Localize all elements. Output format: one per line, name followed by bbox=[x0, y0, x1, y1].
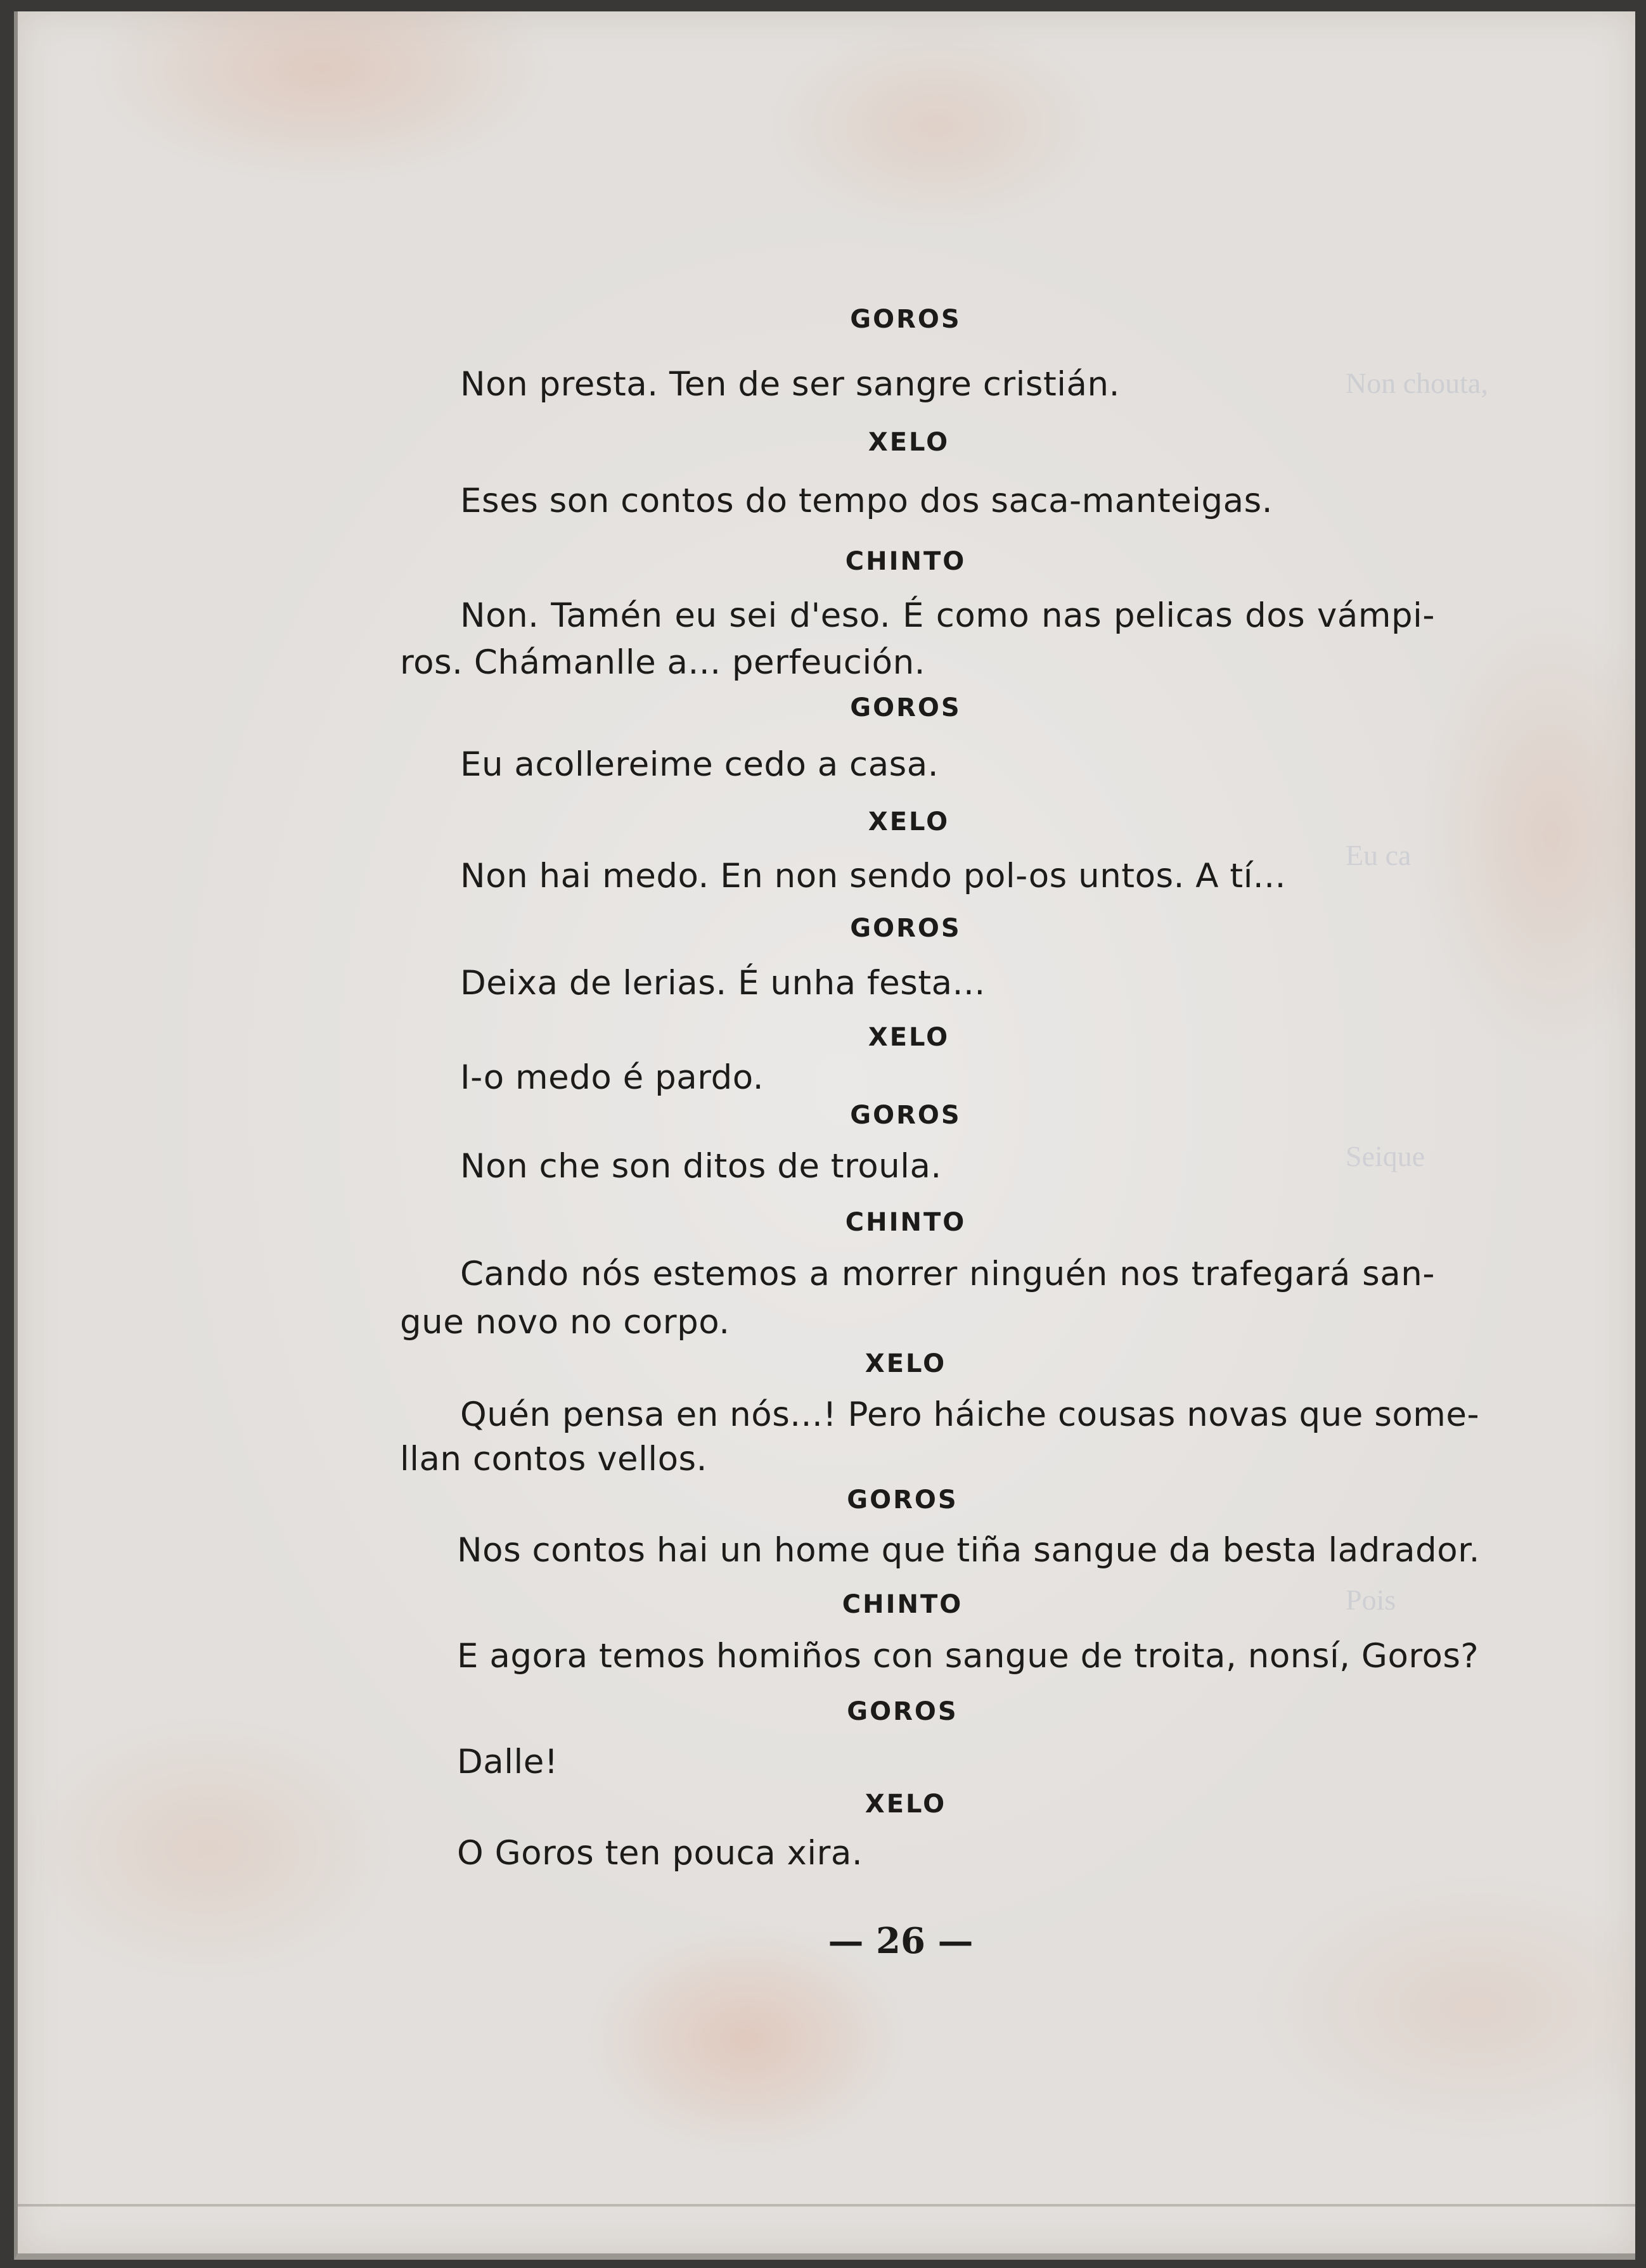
dialogue-line: llan contos vellos. bbox=[400, 1440, 707, 1478]
speaker-name: GOROS bbox=[850, 693, 961, 722]
speaker-name: GOROS bbox=[850, 914, 961, 943]
speaker-name: XELO bbox=[868, 807, 950, 836]
dialogue-line: Eses son contos do tempo dos saca-manteigas. bbox=[460, 482, 1273, 520]
page-number: — 26 — bbox=[828, 1920, 974, 1962]
speaker-name: XELO bbox=[868, 1023, 950, 1052]
dialogue-line: Non hai medo. En non sendo pol-os untos. A tí... bbox=[460, 857, 1286, 895]
dialogue-line: Non presta. Ten de ser sangre cristián. bbox=[460, 365, 1120, 404]
bottom-crease bbox=[18, 2204, 1635, 2207]
speaker-name: CHINTO bbox=[842, 1590, 963, 1619]
dialogue-line: Eu acollereime cedo a casa. bbox=[460, 745, 939, 784]
show-through-text: Non chouta, bbox=[1346, 367, 1488, 399]
show-through-text: Eu ca bbox=[1346, 839, 1411, 871]
speaker-name: GOROS bbox=[847, 1485, 958, 1515]
dialogue-line: Quén pensa en nós...! Pero háiche cousas novas que some- bbox=[460, 1395, 1480, 1434]
dialogue-line: Nos contos hai un home que tiña sangue da besta ladrador. bbox=[457, 1531, 1480, 1570]
dialogue-line: Non che son ditos de troula. bbox=[460, 1147, 942, 1186]
dialogue-line: ros. Chámanlle a... perfeución. bbox=[400, 643, 926, 682]
dialogue-line: I-o medo é pardo. bbox=[460, 1058, 764, 1097]
dialogue-line: O Goros ten pouca xira. bbox=[457, 1834, 863, 1873]
speaker-name: GOROS bbox=[850, 305, 961, 334]
dialogue-line: Deixa de lerias. É unha festa... bbox=[460, 964, 986, 1003]
show-through-text: Pois bbox=[1346, 1584, 1396, 1616]
speaker-name: GOROS bbox=[850, 1101, 961, 1130]
dialogue-line: Cando nós estemos a morrer ninguén nos trafegará san- bbox=[460, 1255, 1435, 1293]
show-through-text: Seique bbox=[1346, 1140, 1425, 1172]
speaker-name: XELO bbox=[865, 1349, 947, 1378]
speaker-name: CHINTO bbox=[845, 547, 967, 576]
dialogue-line: E agora temos homiños con sangue de troita, nonsí, Goros? bbox=[457, 1637, 1479, 1675]
dialogue-line: Non. Tamén eu sei d'eso. É como nas pelicas dos vámpi- bbox=[460, 596, 1435, 635]
speaker-name: XELO bbox=[868, 428, 950, 457]
speaker-name: CHINTO bbox=[845, 1208, 967, 1237]
speaker-name: GOROS bbox=[847, 1697, 958, 1726]
page-sheet bbox=[14, 11, 1635, 2260]
dialogue-line: gue novo no corpo. bbox=[400, 1303, 730, 1342]
speaker-name: XELO bbox=[865, 1790, 947, 1819]
dialogue-line: Dalle! bbox=[457, 1743, 558, 1781]
